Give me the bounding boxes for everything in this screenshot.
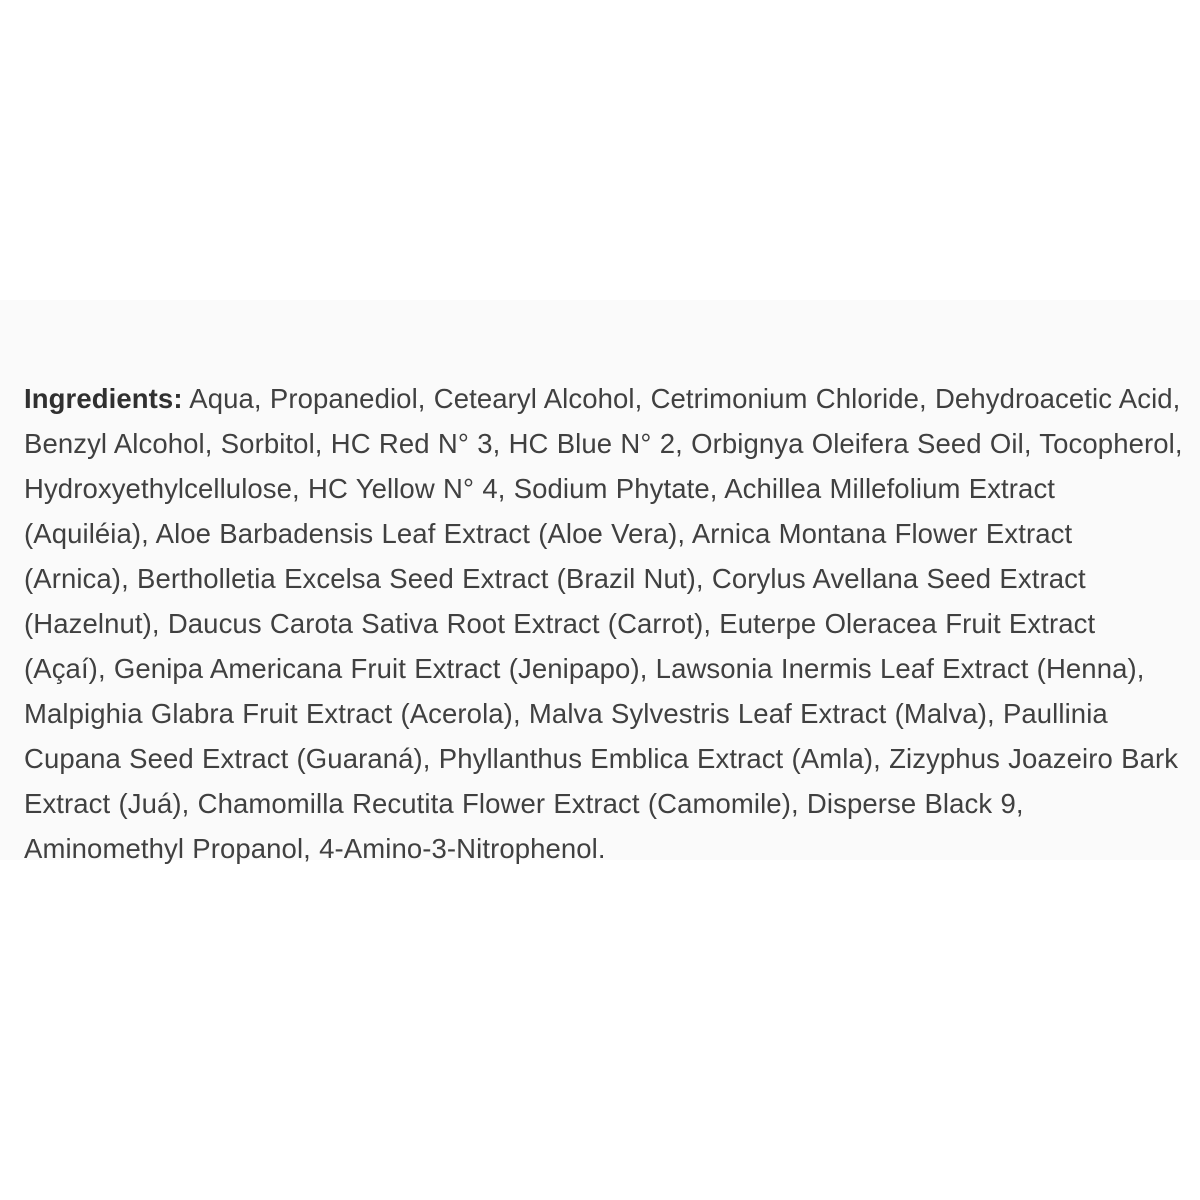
ingredients-label: Ingredients: (24, 382, 183, 414)
ingredients-list-text: Aqua, Propanediol, Cetearyl Alcohol, Cetrimonium Chloride, Dehydroacetic Acid, Benzyl Alcohol, Sorbitol, HC Red N° 3, HC Blue N° 2, Orbignya Oleifera Seed Oil, Tocopherol, Hydroxyethylcellulose, HC Yellow N° 4, Sodium Phytate, Achillea Millefolium Extract (Aquiléia), Aloe Barbadensis Leaf Extract (Aloe Vera), Arnica Montana Flower Extract (Arnica), Bertholletia Excelsa Seed Extract (Brazil Nut), Corylus Avellana Seed Extract (Hazelnut), Daucus Carota Sativa Root Extract (Carrot), Euterpe Oleracea Fruit Extract (Açaí), Genipa Americana Fruit Extract (Jenipapo), Lawsonia Inermis Leaf Extract (Henna), Malpighia Glabra Fruit Extract (Acerola), Malva Sylvestris Leaf Extract (Malva), Paullinia Cupana Seed Extract (Guaraná), Phyllanthus Emblica Extract (Amla), Zizyphus Joazeiro Bark Extract (Juá), Chamomilla Recutita Flower Extract (Camomile), Disperse Black 9, Aminomethyl Propanol, 4-Amino-3-Nitrophenol. (24, 382, 1183, 864)
ingredients-paragraph (24, 376, 1184, 871)
